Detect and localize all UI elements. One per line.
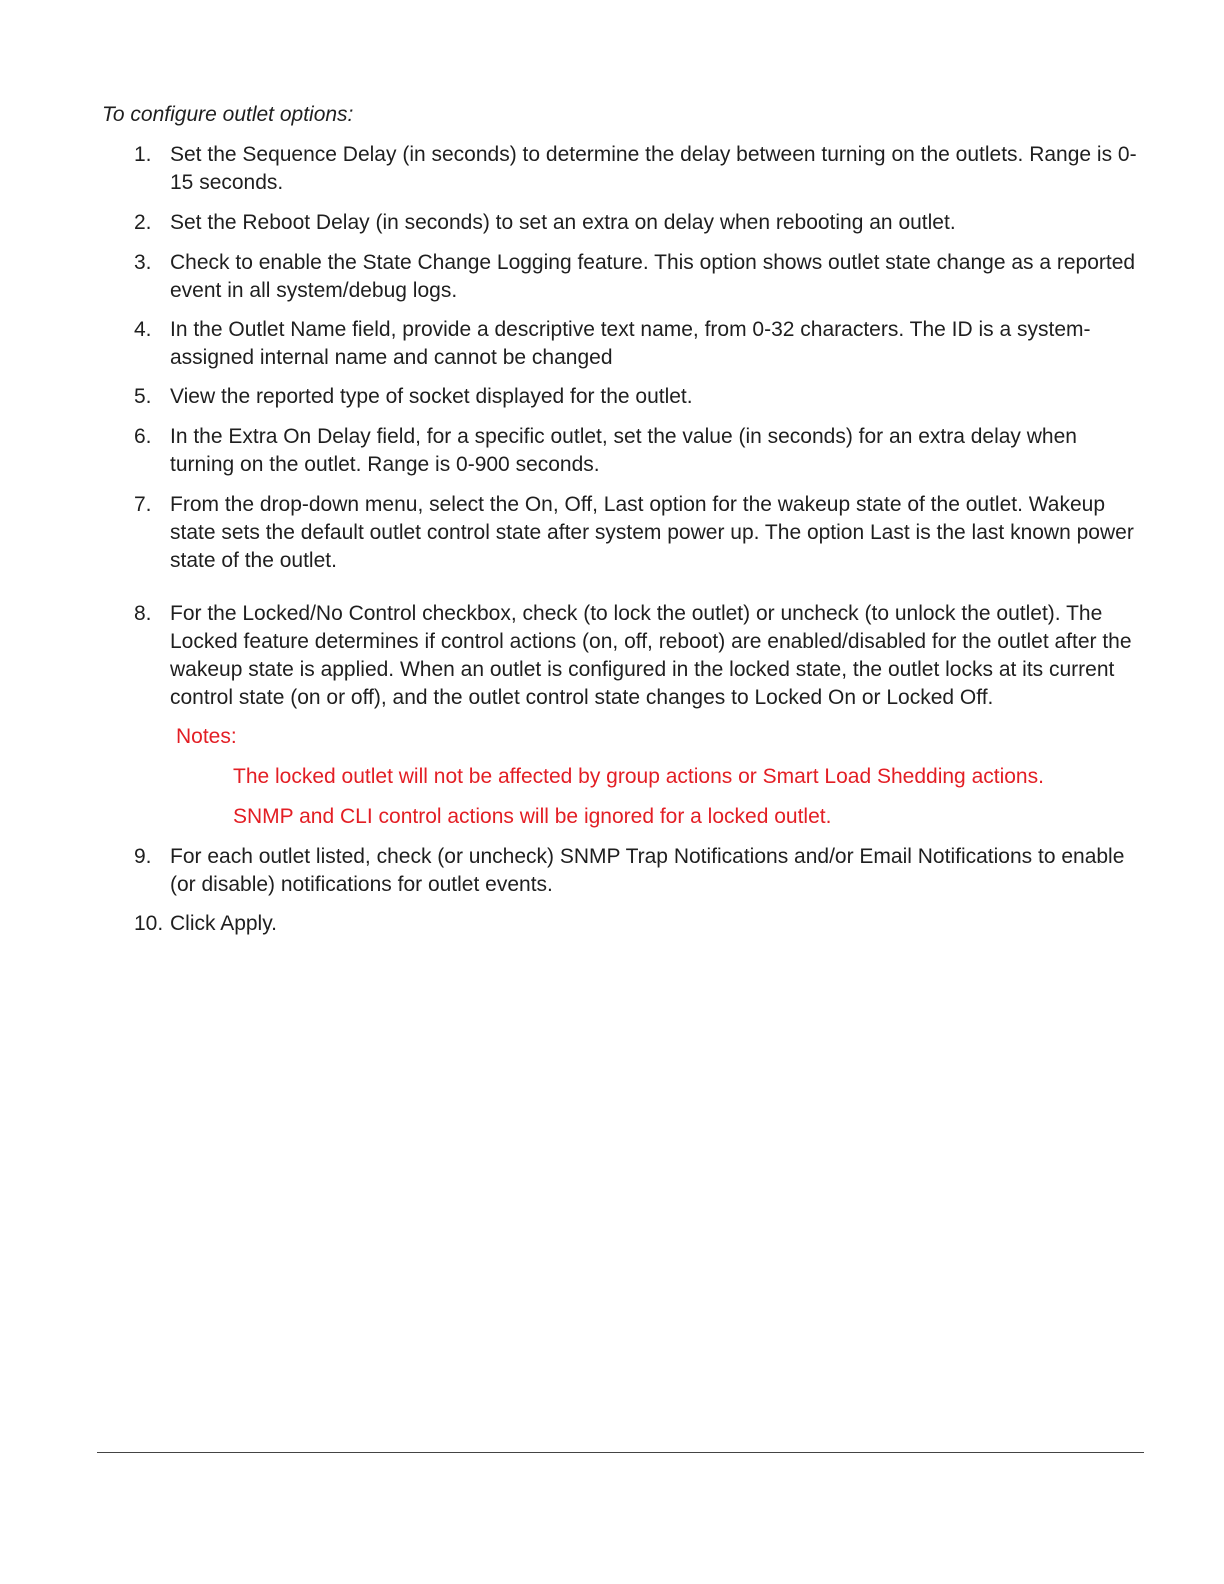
step-number: 1. [134, 143, 152, 166]
apply-button-reference: Apply. [220, 912, 277, 935]
step-number: 6. [134, 425, 152, 448]
step-number: 5. [134, 385, 152, 408]
step-text: From the drop-down menu, select the On, Off, Last option for the wakeup state of the outlet. Wakeup state sets the default outlet control state after system power up. The option Last is the last known power state of the outlet. [170, 493, 1134, 572]
step-number: 8. [134, 602, 152, 625]
step-text: View the reported type of socket displayed for the outlet. [170, 385, 693, 408]
footer-divider [97, 1452, 1144, 1453]
step-number: 9. [134, 845, 152, 868]
step-text-prefix: Click [170, 912, 221, 935]
step-number: 2. [134, 211, 152, 234]
note-line: The locked outlet will not be affected by group actions or Smart Load Shedding actions. [233, 765, 1044, 788]
step-number: 4. [134, 318, 152, 341]
step-text: Set the Reboot Delay (in seconds) to set an extra on delay when rebooting an outlet. [170, 211, 956, 234]
step-number: 10. [134, 912, 164, 935]
step-number: 7. [134, 493, 152, 516]
step-text: Set the Sequence Delay (in seconds) to determine the delay between turning on the outlets. Range is 0-15 seconds. [170, 143, 1137, 194]
step-text: For the Locked/No Control checkbox, check (to lock the outlet) or uncheck (to unlock the outlet). The Locked feature determines if control actions (on, off, reboot) are enabled/disabled for the outlet after the wakeup state is applied. When an outlet is configured in the locked state, the outlet locks at its current control state (on or off), and the outlet control state changes to Locked On or Locked Off. [170, 602, 1132, 709]
procedure-heading: To configure outlet options: [102, 103, 354, 126]
step-text: For each outlet listed, check (or uncheck) SNMP Trap Notifications and/or Email Notifications to enable (or disable) notifications for outlet events. [170, 845, 1125, 896]
step-text: In the Extra On Delay field, for a specific outlet, set the value (in seconds) for an extra delay when turning on the outlet. Range is 0-900 seconds. [170, 425, 1077, 476]
step-text: In the Outlet Name field, provide a descriptive text name, from 0-32 characters. The ID is a system-assigned internal name and cannot be changed [170, 318, 1091, 369]
note-line: SNMP and CLI control actions will be ignored for a locked outlet. [233, 805, 832, 828]
step-number: 3. [134, 251, 152, 274]
step-text [170, 910, 1144, 938]
notes-label: Notes: [176, 725, 237, 748]
step-text: Check to enable the State Change Logging feature. This option shows outlet state change as a reported event in all system/debug logs. [170, 251, 1136, 302]
